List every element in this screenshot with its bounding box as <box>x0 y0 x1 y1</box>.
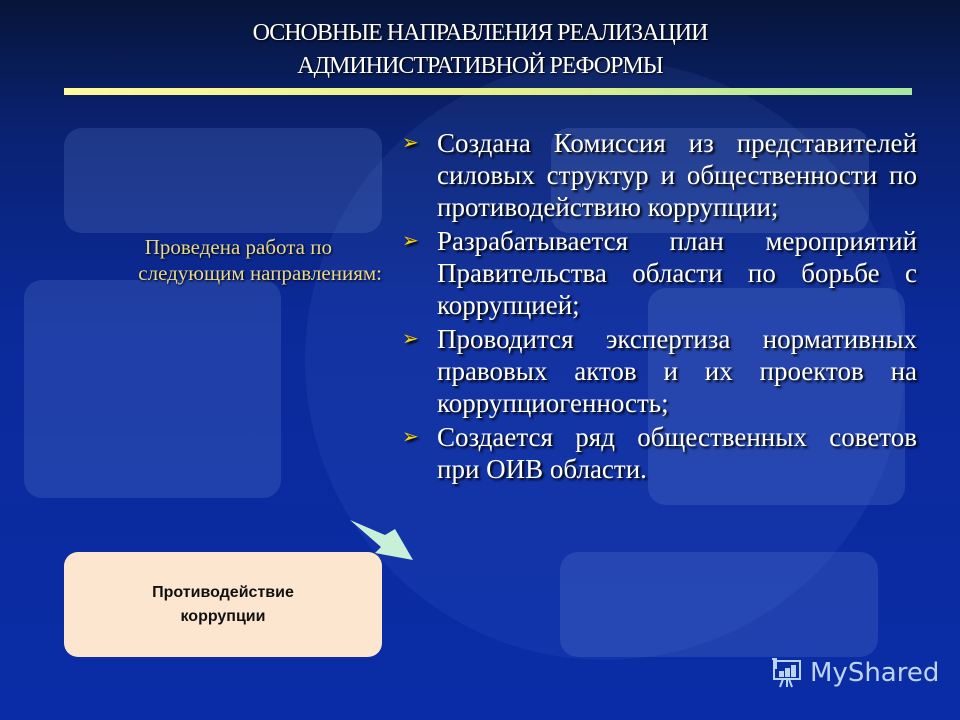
arrow-bullet-icon: ➢ <box>402 132 419 154</box>
title-line-2: АДМИНИСТРАТИВНОЙ РЕФОРМЫ <box>297 53 663 79</box>
list-item <box>400 421 917 485</box>
list-item <box>400 225 917 321</box>
list-item <box>400 323 917 419</box>
decor-box-bottom-right <box>560 552 878 657</box>
bullet-text: Создана Комиссия из представителей силовых структур и общественности по противодействию коррупции; <box>437 128 917 222</box>
decor-box-mid-left <box>24 280 281 498</box>
highlight-box <box>64 552 382 657</box>
bullet-text: Создается ряд общественных советов при ОИВ области. <box>437 422 917 484</box>
presentation-board-icon <box>768 655 804 691</box>
arrow-bullet-icon: ➢ <box>402 426 419 448</box>
bullet-text: Разрабатывается план мероприятий Правительства области по борьбе с коррупцией; <box>437 226 917 320</box>
decor-box-top-left <box>64 128 382 233</box>
watermark <box>768 655 939 691</box>
arrow-bullet-icon: ➢ <box>402 328 419 350</box>
subtitle-line-1: Проведена работа по <box>144 235 332 259</box>
subtitle <box>64 234 382 286</box>
arrow-bullet-icon: ➢ <box>402 230 419 252</box>
highlight-line-2: коррупции <box>180 607 266 625</box>
bullet-list <box>400 127 917 487</box>
title-underline <box>64 88 912 95</box>
bullet-text: Проводится экспертиза нормативных правовых актов и их проектов на коррупциогенность; <box>437 324 917 418</box>
highlight-line-1: Противодействие <box>152 583 294 601</box>
subtitle-line-2: следующим направлениям: <box>138 261 382 285</box>
list-item <box>400 127 917 223</box>
watermark-text: MyShared <box>810 658 940 688</box>
title-line-1: ОСНОВНЫЕ НАПРАВЛЕНИЯ РЕАЛИЗАЦИИ <box>252 20 708 46</box>
